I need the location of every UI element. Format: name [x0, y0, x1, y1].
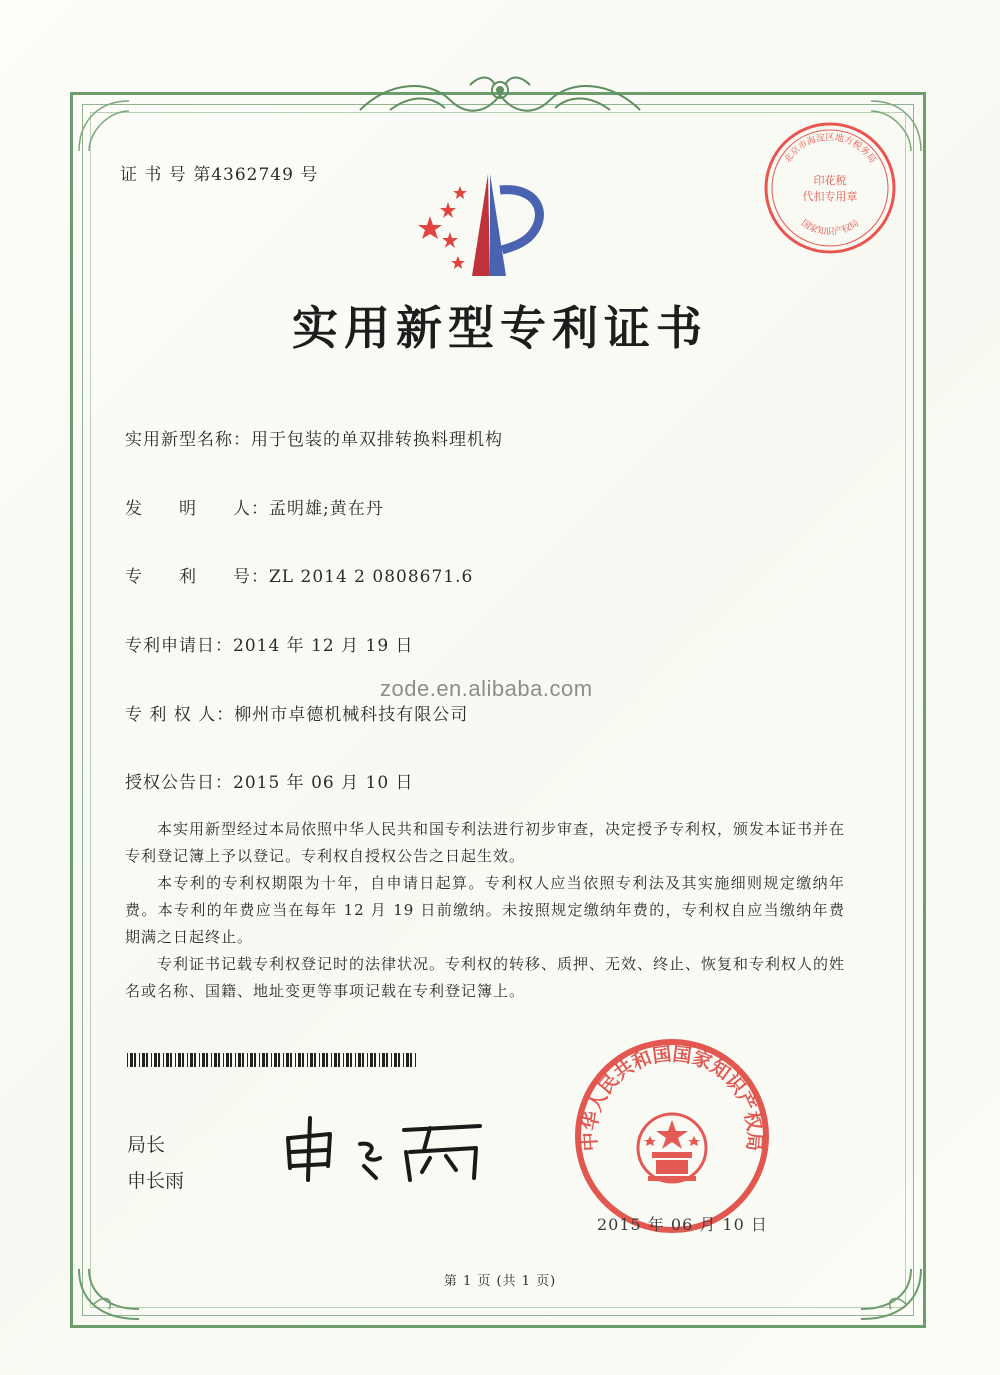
certificate-title: 实用新型专利证书 — [292, 301, 708, 355]
barcode-bar — [358, 1053, 361, 1067]
field-application-date — [125, 631, 414, 656]
field-patent-number — [125, 562, 473, 587]
svg-text:国家知识产权局 — [799, 218, 861, 238]
barcode-bar — [146, 1053, 148, 1067]
barcode-bar — [394, 1053, 397, 1067]
barcode-bar — [403, 1053, 404, 1067]
barcode-bar — [247, 1053, 248, 1067]
barcode-bar — [170, 1053, 172, 1067]
national-ip-office-seal — [572, 1036, 772, 1236]
tax-stamp-outer-text: 北京市海淀区地方税务局 — [782, 133, 878, 166]
barcode-bar — [367, 1053, 368, 1067]
barcode-bar — [382, 1053, 385, 1067]
barcode-bar — [187, 1053, 188, 1067]
barcode-bar — [290, 1053, 292, 1067]
barcode-bar — [206, 1053, 208, 1067]
barcode-bar — [262, 1053, 265, 1067]
field-value: 孟明雄;黄在丹 — [269, 499, 384, 519]
barcode-bar — [266, 1053, 268, 1067]
barcode-bar — [322, 1053, 325, 1067]
barcode-bar — [410, 1053, 412, 1067]
barcode-bar — [238, 1053, 241, 1067]
field-inventors — [125, 494, 384, 519]
field-label: 授权公告日： — [125, 773, 233, 793]
barcode-bar — [142, 1053, 145, 1067]
barcode-bar — [326, 1053, 328, 1067]
svg-text:北京市海淀区地方税务局 — [781, 131, 878, 165]
barcode-bar — [163, 1053, 164, 1067]
field-value: ZL 2014 2 0808671.6 — [269, 567, 474, 587]
certificate-body — [125, 816, 845, 1005]
barcode-bar — [379, 1053, 380, 1067]
field-value: 用于包装的单双排转换料理机构 — [251, 430, 503, 450]
barcode-bar — [370, 1053, 373, 1067]
barcode-bar — [314, 1053, 316, 1067]
paragraph-grant: 本实用新型经过本局依照中华人民共和国专利法进行初步审查，决定授予专利权，颁发本证书并在专利登记簿上予以登记。专利权自授权公告之日起生效。 — [125, 820, 846, 865]
barcode-bar — [194, 1053, 196, 1067]
barcode-bar — [286, 1053, 289, 1067]
barcode-bar — [346, 1053, 349, 1067]
barcode-bar — [254, 1053, 256, 1067]
barcode-bar — [331, 1053, 332, 1067]
director-title: 局长 — [127, 1134, 166, 1156]
tax-stamp-bottom-text: 国家知识产权局 — [799, 218, 861, 238]
barcode-bar — [271, 1053, 272, 1067]
page-number: 第 1 页 (共 1 页) — [443, 1274, 557, 1289]
barcode-bar — [298, 1053, 301, 1067]
paragraph-term: 本专利的专利权期限为十年，自申请日起算。专利权人应当依照专利法及其实施细则规定缴纳年费。本专利的年费应当在每年 12 月 19 日前缴纳。未按照规定缴纳年费的，专利权自应当缴纳年费期满之日起终止。 — [125, 874, 845, 946]
field-value: 2014 年 12 月 19 日 — [233, 636, 414, 656]
barcode-bar — [190, 1053, 193, 1067]
barcode-bar — [406, 1053, 409, 1067]
barcode-bar — [154, 1053, 157, 1067]
field-value: 柳州市卓德机械科技有限公司 — [234, 705, 469, 725]
field-patentee — [125, 700, 468, 725]
barcode-bar — [283, 1053, 284, 1067]
barcode-bar — [343, 1053, 344, 1067]
barcode — [127, 1053, 417, 1067]
barcode-bar — [230, 1053, 232, 1067]
paragraph-legal-status: 专利证书记载专利权登记时的法律状况。专利权的转移、质押、无效、终止、恢复和专利权人的姓名或名称、国籍、地址变更等事项记载在专利登记簿上。 — [125, 955, 846, 1000]
barcode-bar — [151, 1053, 152, 1067]
barcode-bar — [178, 1053, 181, 1067]
barcode-bar — [226, 1053, 229, 1067]
field-label: 发 明 人： — [125, 499, 269, 519]
tax-stamp-inner-line1: 印花税 — [813, 174, 847, 187]
barcode-bar — [218, 1053, 220, 1067]
barcode-bar — [139, 1053, 140, 1067]
barcode-bar — [235, 1053, 236, 1067]
director-name: 申长雨 — [127, 1170, 185, 1192]
director-signature — [280, 1108, 500, 1188]
field-label: 实用新型名称： — [125, 430, 251, 450]
watermark-text: zode.en.alibaba.com — [380, 676, 593, 701]
barcode-bar — [134, 1053, 136, 1067]
barcode-bar — [307, 1053, 308, 1067]
certificate-number: 证 书 号 第4362749 号 — [120, 165, 319, 185]
barcode-bar — [223, 1053, 224, 1067]
barcode-bar — [274, 1053, 277, 1067]
field-value: 2015 年 06 月 10 日 — [233, 773, 414, 793]
corner-ornament-top-left — [74, 96, 134, 156]
seal-text: 中华人民共和国国家知识产权局 — [578, 1043, 766, 1152]
barcode-bar — [175, 1053, 176, 1067]
barcode-bar — [386, 1053, 388, 1067]
barcode-bar — [182, 1053, 184, 1067]
field-utility-model-name — [125, 425, 503, 450]
barcode-bar — [202, 1053, 205, 1067]
barcode-bar — [127, 1053, 128, 1067]
barcode-bar — [355, 1053, 356, 1067]
barcode-bar — [398, 1053, 400, 1067]
barcode-bar — [199, 1053, 200, 1067]
barcode-bar — [242, 1053, 244, 1067]
barcode-bar — [391, 1053, 392, 1067]
barcode-bar — [278, 1053, 280, 1067]
barcode-bar — [350, 1053, 352, 1067]
patent-office-logo — [410, 168, 560, 283]
barcode-bar — [250, 1053, 253, 1067]
field-label: 专利申请日： — [125, 636, 233, 656]
barcode-bar — [130, 1053, 133, 1067]
tax-stamp — [760, 118, 900, 258]
barcode-bar — [166, 1053, 169, 1067]
barcode-bar — [362, 1053, 364, 1067]
top-ornament — [350, 70, 650, 130]
barcode-bar — [211, 1053, 212, 1067]
barcode-bar — [302, 1053, 304, 1067]
field-label: 专 利 权 人： — [125, 705, 235, 725]
field-label: 专 利 号： — [125, 567, 269, 587]
barcode-bar — [334, 1053, 337, 1067]
barcode-bar — [259, 1053, 260, 1067]
barcode-bar — [214, 1053, 217, 1067]
barcode-bar — [415, 1053, 416, 1067]
barcode-bar — [295, 1053, 296, 1067]
barcode-bar — [338, 1053, 340, 1067]
seal-date: 2015 年 06 月 10 日 — [597, 1215, 768, 1234]
barcode-bar — [310, 1053, 313, 1067]
barcode-bar — [319, 1053, 320, 1067]
field-grant-date — [125, 768, 414, 793]
tax-stamp-inner-line2: 代扣专用章 — [802, 190, 858, 203]
barcode-bar — [374, 1053, 376, 1067]
barcode-bar — [158, 1053, 160, 1067]
